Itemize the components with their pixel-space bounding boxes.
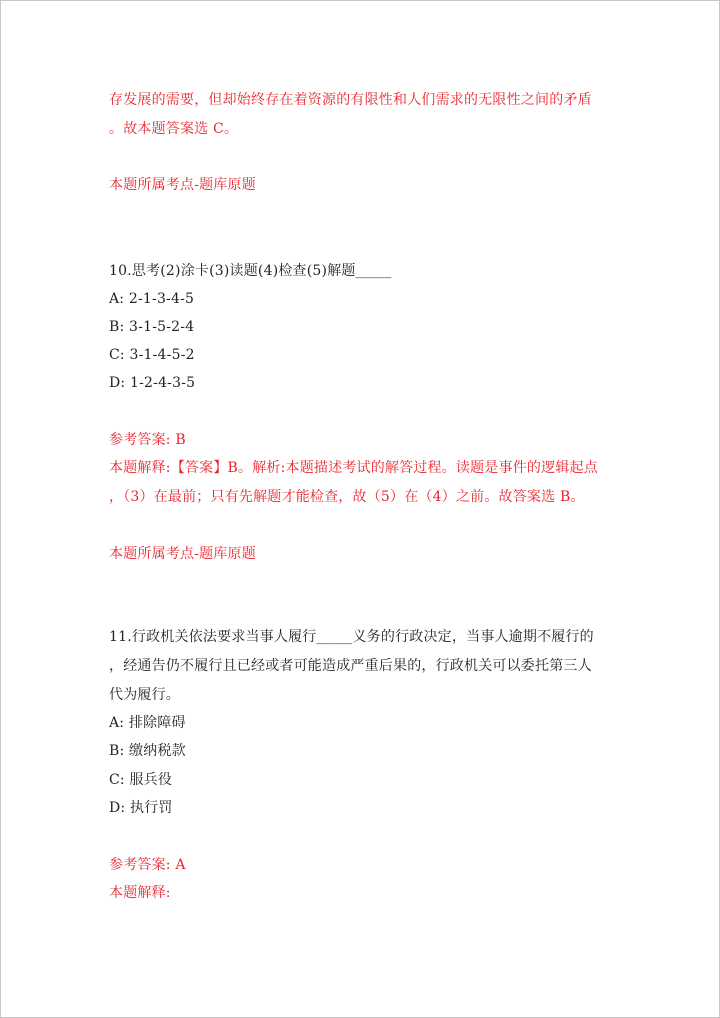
q11-option-c: C: 服兵役 [109, 772, 173, 788]
q10-explanation-line-2: ，（3）在最前；只有先解题才能检查，故（5）在（4）之前。故答案选 B。 [109, 489, 585, 505]
q10-option-a: A: 2-1-3-4-5 [109, 291, 195, 307]
q11-option-b: B: 缴纳税款 [109, 743, 186, 759]
prev-explanation-line-1: 存发展的需要，但却始终存在着资源的有限性和人们需求的无限性之间的矛盾 [109, 92, 592, 108]
q11-option-a: A: 排除障碍 [109, 715, 186, 731]
prev-source-label: 本题所属考点-题库原题 [109, 177, 256, 193]
q10-source-label: 本题所属考点-题库原题 [109, 546, 256, 562]
q10-explanation-line-1: 本题解释:【答案】B。解析:本题描述考试的解答过程。读题是事件的逻辑起点 [109, 460, 598, 476]
q10-option-b: B: 3-1-5-2-4 [109, 319, 195, 335]
q10-option-c: C: 3-1-4-5-2 [109, 347, 195, 363]
q11-stem-line-3: 代为履行。 [109, 687, 180, 703]
q11-answer: 参考答案: A [109, 857, 186, 873]
prev-explanation-line-2: 。故本题答案选 C。 [109, 121, 239, 137]
q11-option-d: D: 执行罚 [109, 800, 173, 816]
q11-stem-line-1: 11.行政机关依法要求当事人履行_____义务的行政决定，当事人逾期不履行的 [109, 629, 594, 645]
q10-stem: 10.思考(2)涂卡(3)读题(4)检查(5)解题_____ [109, 263, 392, 279]
q10-answer: 参考答案: B [109, 432, 186, 448]
q11-stem-line-2: ，经通告仍不履行且已经或者可能造成严重后果的，行政机关可以委托第三人 [109, 658, 592, 674]
q10-option-d: D: 1-2-4-3-5 [109, 375, 196, 391]
q11-explanation-label: 本题解释: [109, 885, 171, 901]
